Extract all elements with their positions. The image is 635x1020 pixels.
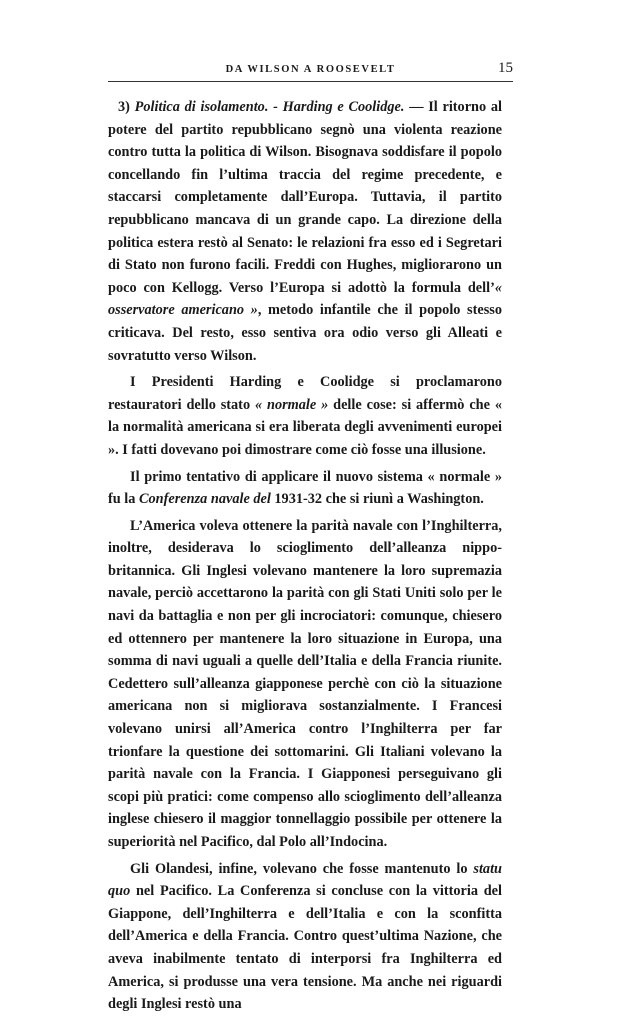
running-head-title: DA WILSON A ROOSEVELT <box>225 64 396 75</box>
paragraph-3-b: 1931-32 che si riunì a Washington. <box>270 491 484 508</box>
section-title: Politica di isolamento. - Harding e Coolidge. <box>134 99 405 115</box>
section-number: 3) <box>118 99 130 115</box>
paragraph-5-a: Gli Olandesi, infine, volevano che fosse mantenuto lo <box>130 860 474 877</box>
page-number: 15 <box>498 60 513 76</box>
paragraph-1 <box>108 96 502 367</box>
paragraph-1-emphasis: « osservatore americano » <box>108 279 502 319</box>
paragraph-2-emphasis: « normale » <box>254 396 329 413</box>
paragraph-2 <box>108 371 502 461</box>
paragraph-4 <box>108 515 502 854</box>
paragraph-1-tail: , metodo infantile che il popolo stesso criticava. Del resto, esso sentiva ora odio verso gli Alleati e sovratutto verso Wilson. <box>108 302 502 364</box>
running-head <box>108 60 513 82</box>
paragraph-2-a: I Presidenti Harding e Coolidge si proclamarono restauratori dello stato <box>108 374 502 413</box>
paragraph-5-b: nel Pacifico. La Conferenza si concluse con la vittoria del Giappone, dell’Inghilterra e dell’Italia e con la sconfitta dell’America e della Francia. Contro quest’ultima Nazione, che aveva inabilmente tentato di interporsi fra Inghilterra ed America, si produsse una vera tensione. Ma anche nei riguardi degli Inglesi restò una <box>108 883 502 1013</box>
paragraph-5 <box>108 858 502 1016</box>
paragraph-2-b: delle cose: si affermò che « la normalità americana si era liberata degli avvenimenti europei ». I fatti dovevano poi dimostrare come ciò fosse una illusione. <box>108 396 502 458</box>
paragraph-1-text: Il ritorno al potere del partito repubblicano segnò una violenta reazione contro tutta la politica di Wilson. Bisognava soddisfare il popolo concellando fin l’ultima traccia del regime precedente, e staccarsi completamente dall’Europa. Tuttavia, il partito repubblicano mancava di un grande capo. La direzione della politica estera restò al Senato: le relazioni fra esso ed i Segretari di Stato non furono facili. Freddi con Hughes, migliorarono un poco con Kellogg. Verso l’Europa si adottò la formula dell’ <box>108 99 502 296</box>
paragraph-4-text: L’America voleva ottenere la parità navale con l’Inghilterra, inoltre, desiderava lo scioglimento dell’alleanza nippo-britannica. Gli Inglesi volevano mantenere la loro supremazia navale, perciò accettarono la parità con gli Stati Uniti solo per le navi da battaglia e non per gli incrociatori: comunque, chiesero ed ottennero per mantenere la loro situazione in Europa, una somma di navi uguali a quelle dell’Italia e della Francia riunite. Cedettero sull’alleanza giapponese perchè con ciò la situazione americana non si migliorava sostanzialmente. I Francesi volevano unirsi all’America contro l’Inghilterra per far trionfare la questione dei sottomarini. Gli Italiani volevano la parità navale con la Francia. I Giapponesi perseguivano gli scopi più pratici: come compenso allo scioglimento dell’alleanza inglese chiesero il maggior tonnellaggio possibile per ottenere la superiorità nel Pacifico, dal Polo all’Indocina. <box>108 517 502 850</box>
paragraph-5-emphasis: statu quo <box>108 860 502 900</box>
body-text <box>108 96 502 1020</box>
paragraph-3-emphasis: Conferenza navale del <box>138 491 271 508</box>
section-dash: — <box>404 99 429 115</box>
paragraph-3 <box>108 466 502 511</box>
paragraph-3-a: Il primo tentativo di applicare il nuovo sistema « normale » fu la <box>108 468 502 508</box>
